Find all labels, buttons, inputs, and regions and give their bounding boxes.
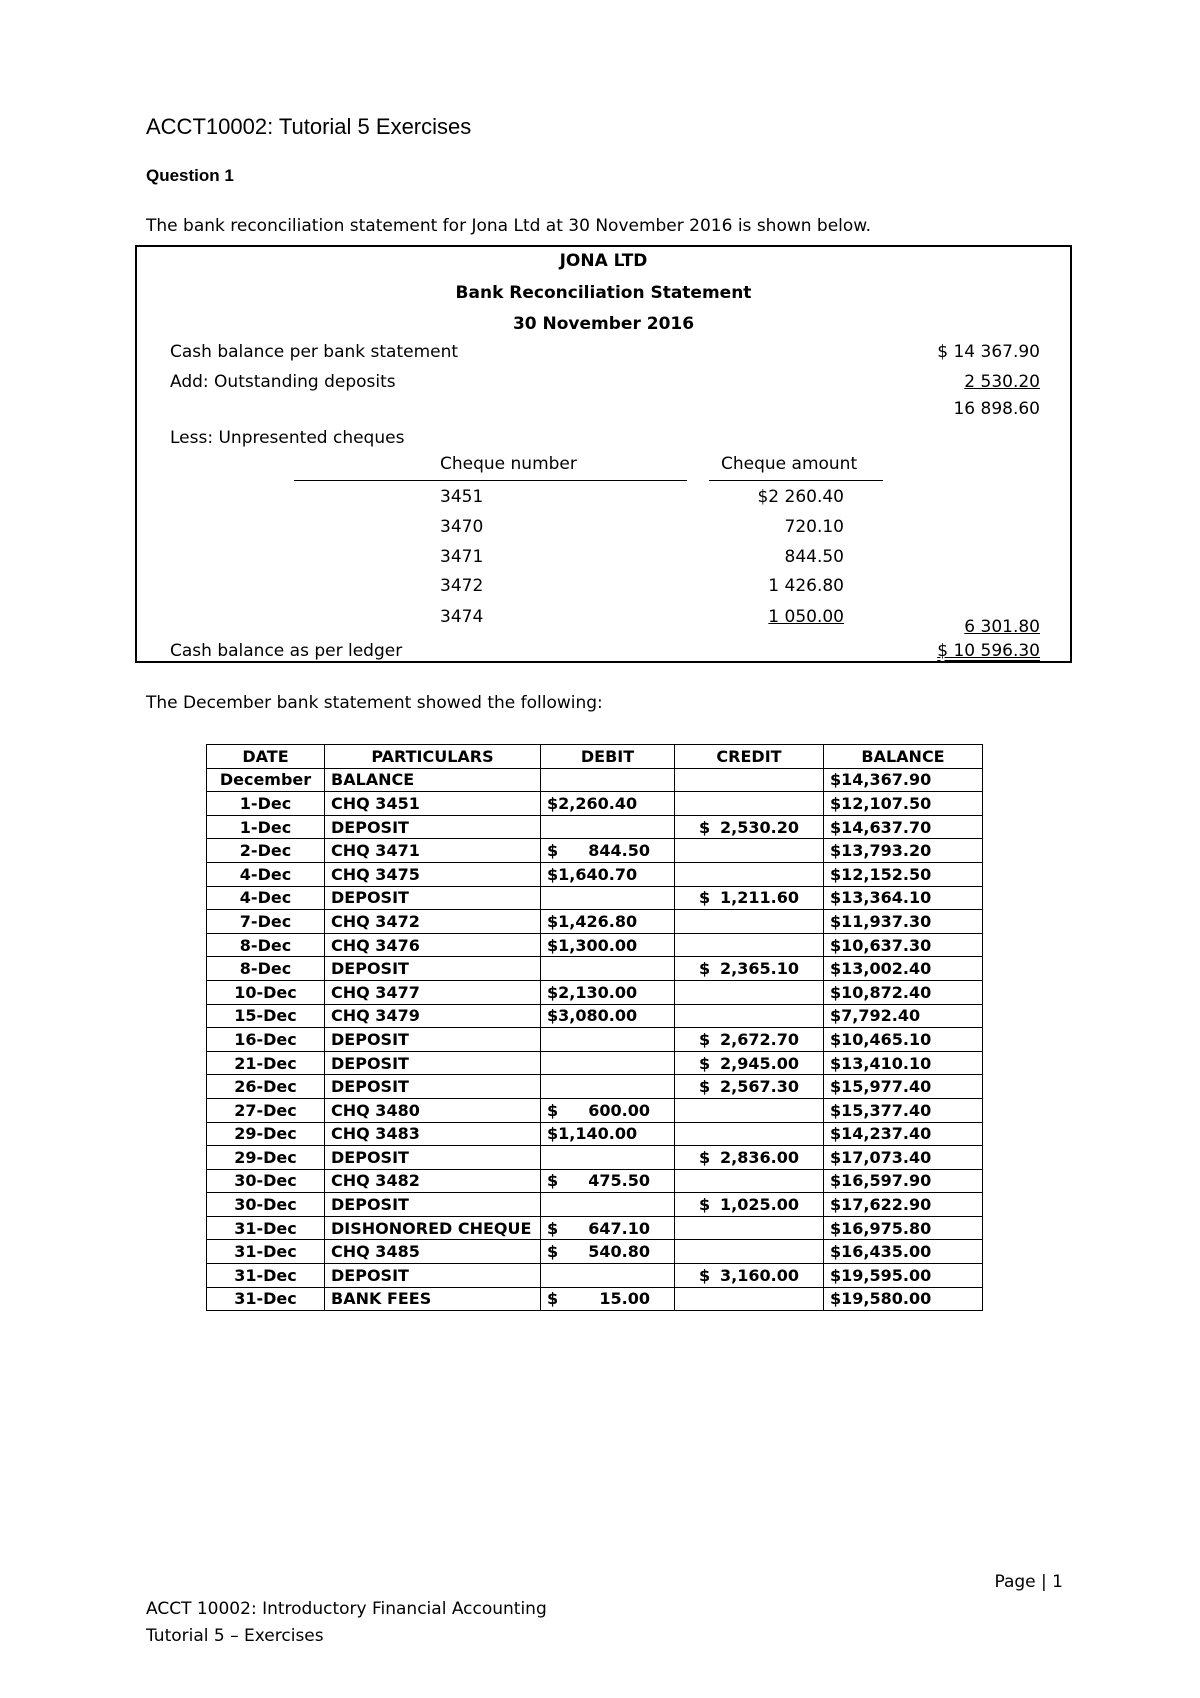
table-row: [207, 839, 983, 863]
cell-credit: [675, 1122, 824, 1146]
question-intro: The bank reconciliation statement for Jona Ltd at 30 November 2016 is shown below.: [146, 216, 872, 236]
currency-symbol: $: [547, 1100, 559, 1120]
table-row: [207, 957, 983, 981]
cell-particulars: CHQ 3477: [325, 980, 541, 1004]
currency-symbol: $: [699, 1195, 711, 1215]
page-number: Page | 1: [994, 1572, 1063, 1592]
cheque-number: 3471: [440, 547, 484, 567]
cell-particulars: CHQ 3451: [325, 792, 541, 816]
table-row: [207, 792, 983, 816]
cell-balance: $17,622.90: [824, 1193, 983, 1217]
col-credit-header: CREDIT: [675, 745, 824, 769]
cell-date: 8-Dec: [207, 933, 325, 957]
cell-credit: [675, 1169, 824, 1193]
cell-particulars: DEPOSIT: [325, 886, 541, 910]
cell-particulars: CHQ 3482: [325, 1169, 541, 1193]
cheque-number-header: Cheque number: [440, 454, 577, 474]
currency-symbol: $: [699, 1029, 711, 1049]
cell-date: 30-Dec: [207, 1169, 325, 1193]
cell-credit: [675, 1004, 824, 1028]
table-row: [207, 1240, 983, 1264]
cell-particulars: CHQ 3480: [325, 1098, 541, 1122]
cheque-number-rule: [294, 480, 687, 481]
cell-credit: [675, 792, 824, 816]
currency-symbol: $: [547, 1242, 559, 1262]
cell-date: 29-Dec: [207, 1146, 325, 1170]
debit-amount: 475.50: [588, 1171, 650, 1191]
cell-debit: $1,640.70: [541, 862, 675, 886]
currency-symbol: $: [699, 959, 711, 979]
cell-credit: [675, 980, 824, 1004]
table-row: [207, 1216, 983, 1240]
cell-balance: $7,792.40: [824, 1004, 983, 1028]
credit-amount: 2,836.00: [720, 1147, 799, 1167]
cell-particulars: DEPOSIT: [325, 815, 541, 839]
credit-amount: 2,672.70: [720, 1029, 799, 1049]
cell-date: 10-Dec: [207, 980, 325, 1004]
table-row: [207, 886, 983, 910]
cell-credit: [675, 1051, 824, 1075]
cell-balance: $12,107.50: [824, 792, 983, 816]
table-header-row: [207, 745, 983, 769]
credit-amount: 3,160.00: [720, 1265, 799, 1285]
cheque-amount-rule: [709, 480, 883, 481]
cell-balance: $17,073.40: [824, 1146, 983, 1170]
debit-amount: 844.50: [588, 841, 650, 861]
cell-credit: [675, 1287, 824, 1311]
cell-date: 31-Dec: [207, 1287, 325, 1311]
cash-per-bank-label: Cash balance per bank statement: [170, 342, 459, 362]
cell-balance: $13,410.10: [824, 1051, 983, 1075]
cell-particulars: CHQ 3471: [325, 839, 541, 863]
cell-balance: $16,597.90: [824, 1169, 983, 1193]
outstanding-deposits-label: Add: Outstanding deposits: [170, 372, 396, 392]
cell-balance: $16,435.00: [824, 1240, 983, 1264]
cell-credit: [675, 886, 824, 910]
cell-particulars: DEPOSIT: [325, 1146, 541, 1170]
reconciliation-statement: [135, 245, 1072, 663]
cell-date: 1-Dec: [207, 792, 325, 816]
debit-amount: 15.00: [599, 1289, 650, 1309]
currency-symbol: $: [699, 1077, 711, 1097]
currency-symbol: $: [699, 1147, 711, 1167]
table-row: [207, 815, 983, 839]
debit-amount: 600.00: [588, 1100, 650, 1120]
cell-balance: $13,793.20: [824, 839, 983, 863]
cell-debit: $2,260.40: [541, 792, 675, 816]
cheque-number: 3472: [440, 576, 484, 596]
cell-debit: [541, 1169, 675, 1193]
ledger-dollar-sign: $: [937, 641, 949, 661]
cell-date: 15-Dec: [207, 1004, 325, 1028]
currency-symbol: $: [699, 1265, 711, 1285]
table-row: [207, 1098, 983, 1122]
cell-date: 4-Dec: [207, 886, 325, 910]
cell-date: 16-Dec: [207, 1028, 325, 1052]
table-row: [207, 980, 983, 1004]
cheque-amount-header: Cheque amount: [721, 454, 858, 474]
cell-credit: [675, 910, 824, 934]
cell-debit: [541, 1098, 675, 1122]
col-date-header: DATE: [207, 745, 325, 769]
table-row: [207, 1193, 983, 1217]
cell-balance: $19,595.00: [824, 1264, 983, 1288]
cell-debit: [541, 1051, 675, 1075]
cell-balance: $13,364.10: [824, 886, 983, 910]
cell-credit: [675, 1098, 824, 1122]
table-row: [207, 933, 983, 957]
outstanding-deposits-value: 2 530.20: [964, 372, 1040, 392]
cell-balance: $14,367.90: [824, 768, 983, 792]
cell-debit: $1,140.00: [541, 1122, 675, 1146]
cell-credit: [675, 1075, 824, 1099]
cell-credit: [675, 933, 824, 957]
cell-balance: $10,637.30: [824, 933, 983, 957]
cell-debit: [541, 957, 675, 981]
cell-debit: [541, 886, 675, 910]
cell-debit: $2,130.00: [541, 980, 675, 1004]
cell-debit: [541, 1028, 675, 1052]
cell-balance: $10,465.10: [824, 1028, 983, 1052]
cell-debit: $1,426.80: [541, 910, 675, 934]
cell-date: 31-Dec: [207, 1240, 325, 1264]
debit-amount: 540.80: [588, 1242, 650, 1262]
unpresented-total: 6 301.80: [964, 617, 1040, 637]
cell-date: 27-Dec: [207, 1098, 325, 1122]
cell-date: 29-Dec: [207, 1122, 325, 1146]
cell-credit: [675, 768, 824, 792]
cell-date: 26-Dec: [207, 1075, 325, 1099]
credit-amount: 2,530.20: [720, 817, 799, 837]
cheque-amount: 720.10: [784, 517, 844, 537]
cell-debit: $3,080.00: [541, 1004, 675, 1028]
credit-amount: 2,365.10: [720, 959, 799, 979]
cell-particulars: CHQ 3479: [325, 1004, 541, 1028]
table-row: [207, 862, 983, 886]
cell-particulars: DISHONORED CHEQUE: [325, 1216, 541, 1240]
debit-amount: 647.10: [588, 1218, 650, 1238]
table-row: [207, 910, 983, 934]
currency-symbol: $: [699, 888, 711, 908]
cell-particulars: DEPOSIT: [325, 1075, 541, 1099]
cell-particulars: CHQ 3483: [325, 1122, 541, 1146]
cell-date: 1-Dec: [207, 815, 325, 839]
december-bank-statement: [206, 744, 983, 1311]
cheque-amount: 844.50: [784, 547, 844, 567]
cash-per-bank-value: $ 14 367.90: [937, 342, 1040, 362]
cell-particulars: DEPOSIT: [325, 957, 541, 981]
cell-balance: $19,580.00: [824, 1287, 983, 1311]
cell-debit: [541, 839, 675, 863]
cell-balance: $14,637.70: [824, 815, 983, 839]
col-balance-header: BALANCE: [824, 745, 983, 769]
cell-particulars: CHQ 3476: [325, 933, 541, 957]
cell-balance: $13,002.40: [824, 957, 983, 981]
cell-date: 21-Dec: [207, 1051, 325, 1075]
cell-date: 31-Dec: [207, 1264, 325, 1288]
currency-symbol: $: [547, 1218, 559, 1238]
cheque-amount: 1 050.00: [768, 607, 844, 627]
cell-particulars: CHQ 3472: [325, 910, 541, 934]
footer-document: Tutorial 5 – Exercises: [146, 1626, 324, 1646]
table-row: [207, 768, 983, 792]
cell-debit: $1,300.00: [541, 933, 675, 957]
cell-credit: [675, 862, 824, 886]
col-particulars-header: PARTICULARS: [325, 745, 541, 769]
cell-balance: $10,872.40: [824, 980, 983, 1004]
cell-date: 4-Dec: [207, 862, 325, 886]
cell-particulars: DEPOSIT: [325, 1028, 541, 1052]
ledger-amount: 10 596.30: [953, 641, 1040, 661]
table-row: [207, 1169, 983, 1193]
question-heading: Question 1: [146, 166, 234, 185]
cheque-amount: 1 426.80: [768, 576, 844, 596]
page-title: ACCT10002: Tutorial 5 Exercises: [146, 114, 472, 139]
cell-particulars: BALANCE: [325, 768, 541, 792]
cell-particulars: DEPOSIT: [325, 1051, 541, 1075]
cell-credit: [675, 815, 824, 839]
cell-credit: [675, 1216, 824, 1240]
cell-particulars: CHQ 3485: [325, 1240, 541, 1264]
cheque-number: 3474: [440, 607, 484, 627]
currency-symbol: $: [547, 1171, 559, 1191]
cell-balance: $16,975.80: [824, 1216, 983, 1240]
cell-particulars: BANK FEES: [325, 1287, 541, 1311]
table-row: [207, 1051, 983, 1075]
cell-debit: [541, 1287, 675, 1311]
cheque-number: 3451: [440, 487, 484, 507]
unpresented-cheques-label: Less: Unpresented cheques: [170, 428, 405, 448]
cell-debit: [541, 1240, 675, 1264]
credit-amount: 2,567.30: [720, 1077, 799, 1097]
cheque-number: 3470: [440, 517, 484, 537]
cell-credit: [675, 1146, 824, 1170]
credit-amount: 1,211.60: [720, 888, 799, 908]
table-row: [207, 1287, 983, 1311]
currency-symbol: $: [547, 1289, 559, 1309]
cell-particulars: CHQ 3475: [325, 862, 541, 886]
cell-particulars: DEPOSIT: [325, 1264, 541, 1288]
ledger-balance-value: [937, 641, 1040, 661]
credit-amount: 1,025.00: [720, 1195, 799, 1215]
cell-debit: [541, 1075, 675, 1099]
cell-debit: [541, 1146, 675, 1170]
cell-credit: [675, 839, 824, 863]
cell-credit: [675, 1193, 824, 1217]
table-row: [207, 1146, 983, 1170]
cell-debit: [541, 815, 675, 839]
cell-date: 31-Dec: [207, 1216, 325, 1240]
cell-particulars: DEPOSIT: [325, 1193, 541, 1217]
cell-debit: [541, 768, 675, 792]
table-row: [207, 1028, 983, 1052]
cell-balance: $15,377.40: [824, 1098, 983, 1122]
footer-course: ACCT 10002: Introductory Financial Accounting: [146, 1599, 547, 1619]
cell-debit: [541, 1193, 675, 1217]
december-intro: The December bank statement showed the following:: [146, 693, 603, 713]
table-row: [207, 1264, 983, 1288]
cell-balance: $12,152.50: [824, 862, 983, 886]
currency-symbol: $: [699, 817, 711, 837]
cell-date: 8-Dec: [207, 957, 325, 981]
table-row: [207, 1122, 983, 1146]
cell-credit: [675, 1240, 824, 1264]
cell-date: 2-Dec: [207, 839, 325, 863]
cell-date: December: [207, 768, 325, 792]
currency-symbol: $: [699, 1053, 711, 1073]
cell-credit: [675, 1028, 824, 1052]
cell-debit: [541, 1264, 675, 1288]
subtotal-value: 16 898.60: [953, 399, 1040, 419]
cell-balance: $15,977.40: [824, 1075, 983, 1099]
cell-debit: [541, 1216, 675, 1240]
table-row: [207, 1075, 983, 1099]
statement-title: Bank Reconciliation Statement: [455, 283, 752, 303]
cell-balance: $11,937.30: [824, 910, 983, 934]
table-row: [207, 1004, 983, 1028]
cell-date: 7-Dec: [207, 910, 325, 934]
col-debit-header: DEBIT: [541, 745, 675, 769]
cell-date: 30-Dec: [207, 1193, 325, 1217]
cell-credit: [675, 957, 824, 981]
ledger-balance-label: Cash balance as per ledger: [170, 641, 403, 661]
statement-date: 30 November 2016: [512, 314, 695, 334]
cell-balance: $14,237.40: [824, 1122, 983, 1146]
currency-symbol: $: [547, 841, 559, 861]
credit-amount: 2,945.00: [720, 1053, 799, 1073]
cheque-amount: $2 260.40: [757, 487, 844, 507]
company-name: JONA LTD: [559, 251, 648, 271]
cell-credit: [675, 1264, 824, 1288]
